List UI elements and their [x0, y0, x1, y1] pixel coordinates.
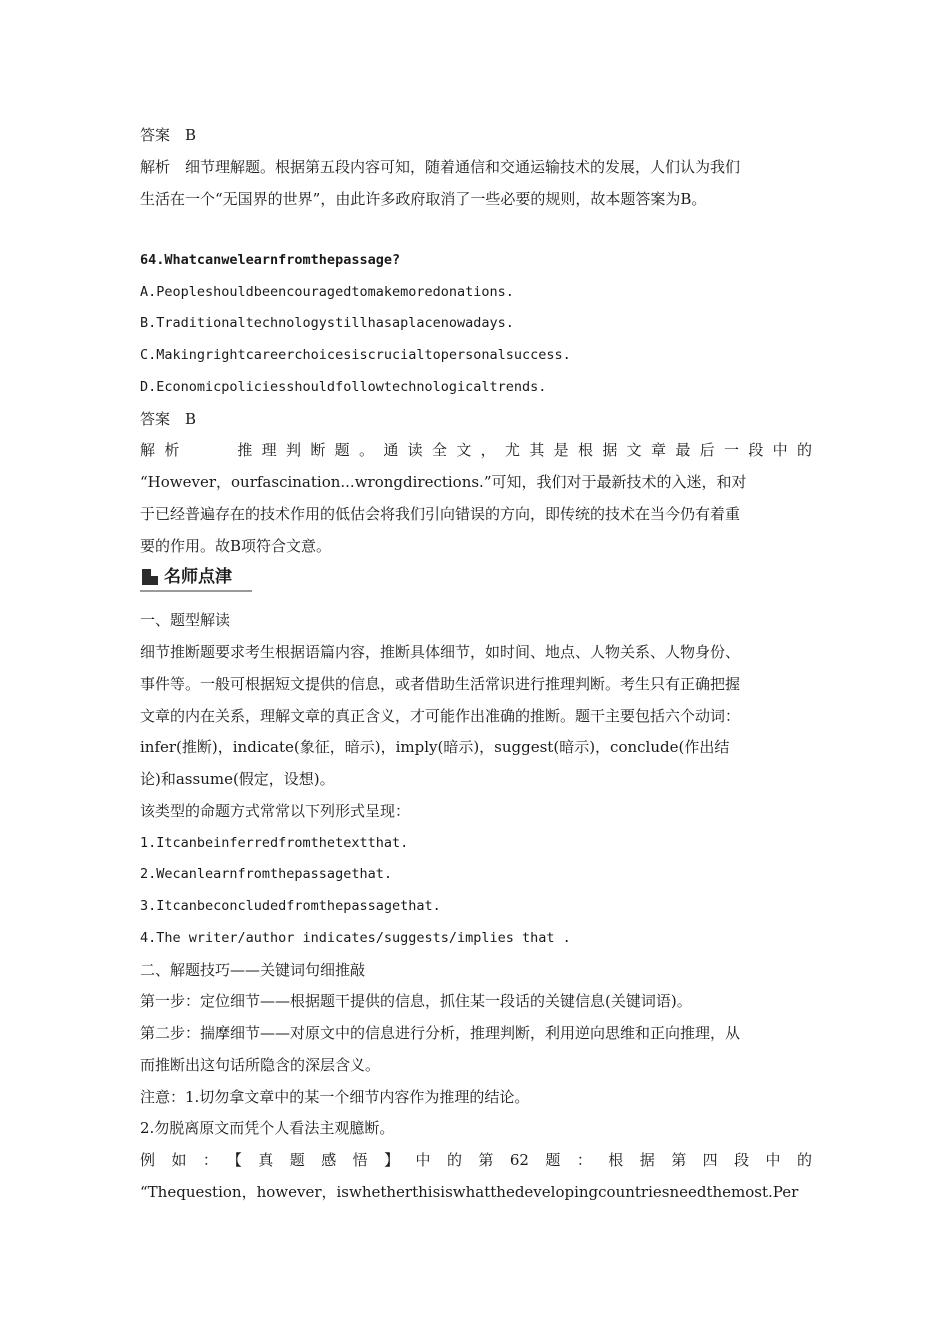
q64-analysis-line-3: 于已经普遍存在的技术作用的低估会将我们引向错误的方向，即传统的技术在当今仍有着重: [140, 505, 741, 523]
q64-analysis-line-2: “However，ourfascination...wrongdirections.”可知，我们对于最新技术的入迷，和对: [140, 473, 747, 491]
section-1-para-line-4: infer(推断)，indicate(象征，暗示)，imply(暗示)，suggest(暗示)，conclude(作出结: [140, 738, 730, 756]
question-form-3: 3.Itcanbeconcludedfromthepassagethat.: [140, 898, 441, 914]
step-2-line-1: 第二步：揣摩细节——对原文中的信息进行分析，推理判断，利用逆向思维和正向推理，从: [140, 1024, 741, 1042]
section-1-title: 一、题型解读: [140, 611, 231, 629]
q63-answer: 答案 B: [140, 126, 197, 144]
section-1-para-line-2: 事件等。一般可根据短文提供的信息，或者借助生活常识进行推理判断。考生只有正确把握: [140, 675, 741, 693]
section-1-para-line-1: 细节推断题要求考生根据语篇内容，推断具体细节，如时间、地点、人物关系、人物身份、: [140, 643, 741, 661]
q64-answer: 答案 B: [140, 410, 197, 428]
q64-option-c: C.Makingrightcareerchoicesiscrucialtopersonalsuccess.: [140, 347, 571, 363]
question-form-2: 2.Wecanlearnfromthepassagethat.: [140, 866, 392, 882]
example-line-2: “Thequestion，however，iswhetherthisiswhatthedevelopingcountriesneedthemost.Per: [140, 1183, 799, 1201]
section-1-para-line-6: 该类型的命题方式常常以下列形式呈现：: [140, 802, 411, 820]
square-bullet-icon: [142, 569, 158, 585]
q64-option-b: B.Traditionaltechnologystillhasaplacenowadays.: [140, 315, 514, 331]
question-form-1: 1.Itcanbeinferredfromthetextthat.: [140, 835, 409, 851]
q63-analysis-line-2: 生活在一个“无国界的世界”，由此许多政府取消了一些必要的规则，故本题答案为B。: [140, 190, 707, 208]
q64-question: 64.Whatcanwelearnfromthepassage?: [140, 252, 401, 268]
tips-heading: [140, 563, 252, 593]
note-1: 注意：1.切勿拿文章中的某一个细节内容作为推理的结论。: [140, 1088, 530, 1106]
q64-analysis-line-1: 解析 推理判断题。通读全文，尤其是根据文章最后一段中的: [140, 441, 812, 459]
note-2: 2.勿脱离原文而凭个人看法主观臆断。: [140, 1119, 395, 1137]
step-2-line-2: 而推断出这句话所隐含的深层含义。: [140, 1056, 381, 1074]
q64-option-a: A.Peopleshouldbeencouragedtomakemoredonations.: [140, 284, 514, 300]
q64-analysis-line-4: 要的作用。故B项符合文意。: [140, 537, 332, 555]
tips-heading-underline: [140, 590, 252, 592]
section-2-title: 二、解题技巧——关键词句细推敲: [140, 961, 366, 979]
tips-heading-title: 名师点津: [164, 567, 232, 587]
example-line-1: 例如：【真题感悟】中的第62题：根据第四段中的: [140, 1151, 812, 1169]
q63-analysis-line-1: 解析 细节理解题。根据第五段内容可知，随着通信和交通运输技术的发展，人们认为我们: [140, 158, 741, 176]
step-1: 第一步：定位细节——根据题干提供的信息，抓住某一段话的关键信息(关键词语)。: [140, 992, 692, 1010]
q64-option-d: D.Economicpoliciesshouldfollowtechnologicaltrends.: [140, 379, 547, 395]
section-1-para-line-5: 论)和assume(假定，设想)。: [140, 770, 335, 788]
section-1-para-line-3: 文章的内在关系，理解文章的真正含义，才可能作出准确的推断。题干主要包括六个动词：: [140, 707, 741, 725]
question-form-4: 4.The writer/author indicates/suggests/implies that .: [140, 930, 571, 946]
